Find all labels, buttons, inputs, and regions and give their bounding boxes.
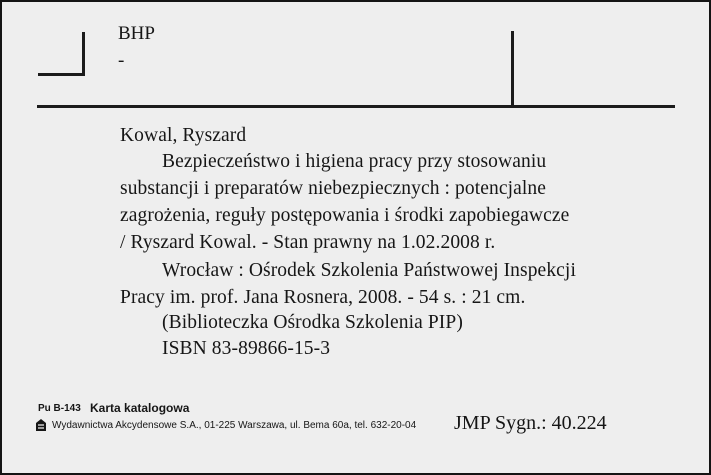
header-rule	[37, 105, 675, 108]
subject-heading: BHP	[118, 23, 155, 44]
isbn: ISBN 83-89866-15-3	[162, 338, 331, 359]
author-heading: Kowal, Ryszard	[120, 125, 247, 146]
imprint-line: Pracy im. prof. Jana Rosnera, 2008. - 54 s. : 21 cm.	[120, 287, 526, 308]
imprint-line: Wrocław : Ośrodek Szkolenia Państwowej Inspekcji	[162, 260, 576, 281]
series-statement: (Biblioteczka Ośrodka Szkolenia PIP)	[162, 312, 463, 333]
title-line: Bezpieczeństwo i higiena pracy przy stosowaniu	[162, 151, 547, 172]
corner-bracket-vertical	[82, 32, 85, 76]
title-line: substancji i preparatów niebezpiecznych : potencjalne	[120, 178, 546, 199]
call-number: JMP Sygn.: 40.224	[454, 412, 607, 434]
corner-bracket-horizontal	[38, 73, 85, 76]
publisher-imprint: Wydawnictwa Akcydensowe S.A., 01-225 Warszawa, ul. Bema 60a, tel. 632-20-04	[52, 420, 417, 431]
form-code: Pu B-143	[38, 403, 81, 414]
publisher-logo-icon	[35, 418, 47, 432]
form-name: Karta katalogowa	[90, 401, 190, 415]
title-line: / Ryszard Kowal. - Stan prawny na 1.02.2008 r.	[120, 232, 496, 253]
title-line: zagrożenia, reguły postępowania i środki zapobiegawcze	[120, 205, 570, 226]
subject-subheading: -	[118, 50, 125, 71]
vertical-divider	[511, 31, 514, 107]
